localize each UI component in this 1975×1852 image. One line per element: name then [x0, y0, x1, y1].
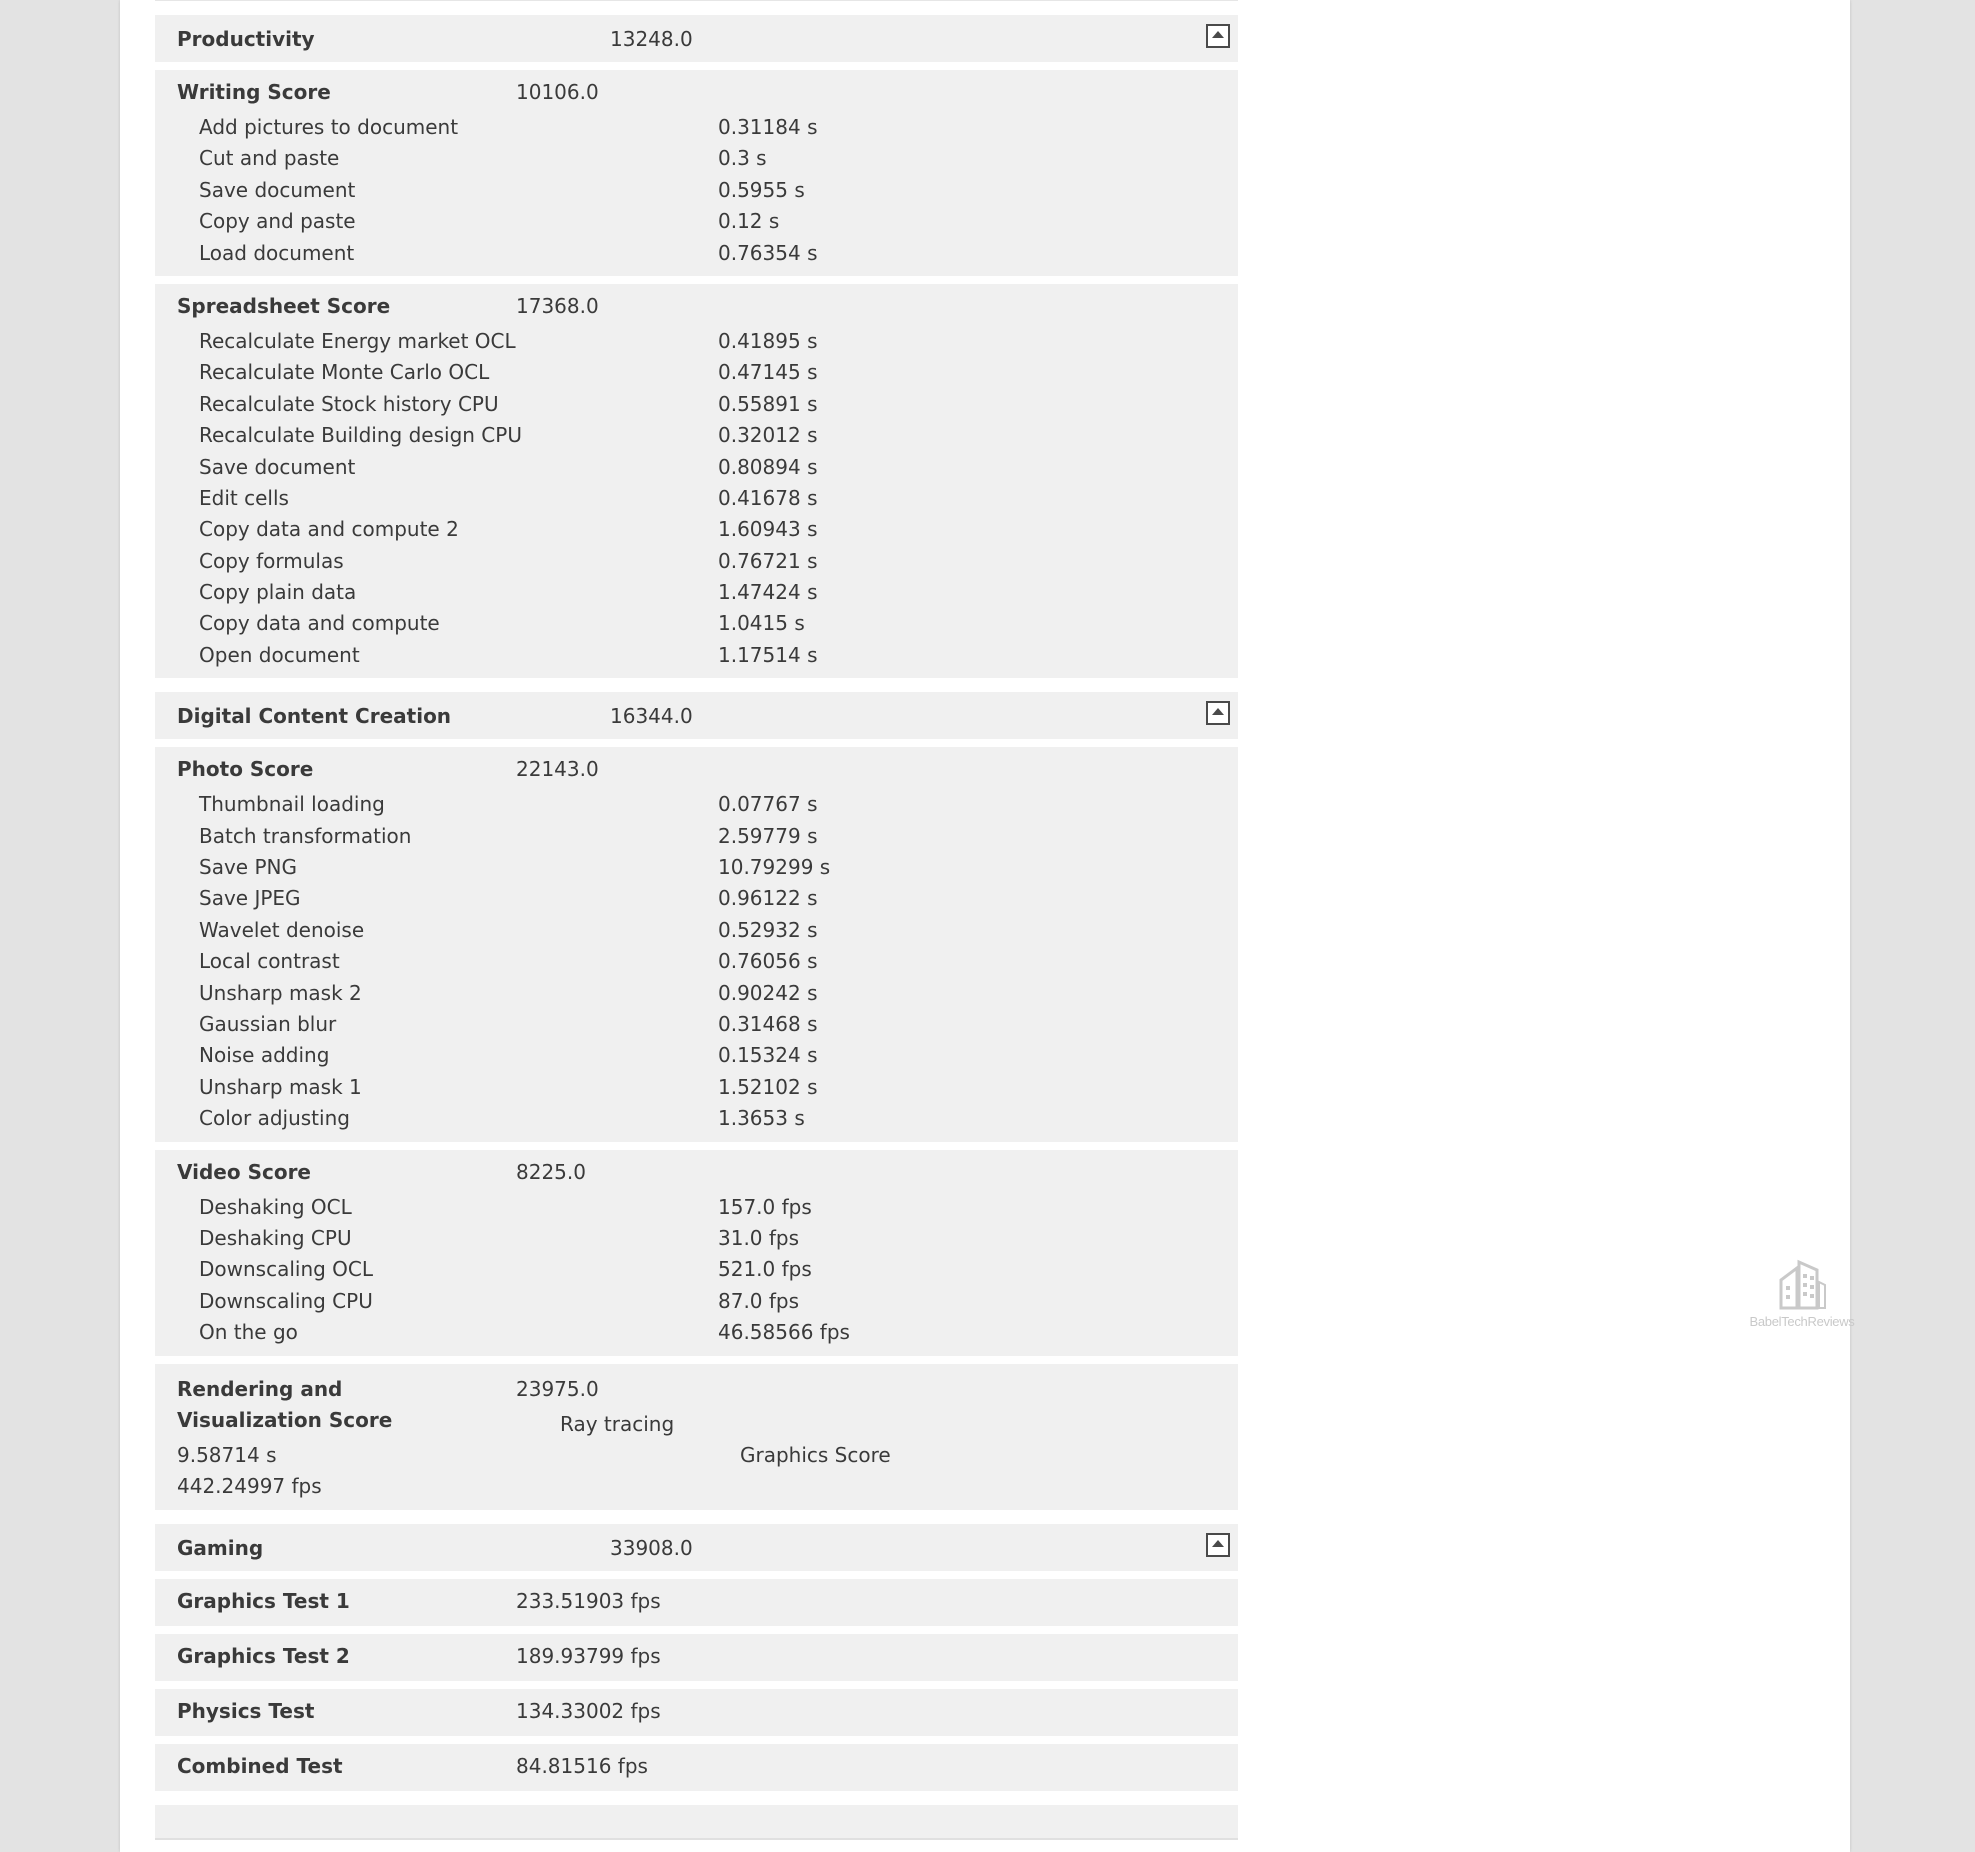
- result-row: [155, 607, 1238, 638]
- building-logo-icon: [1777, 1258, 1827, 1310]
- row-label: Copy plain data: [199, 580, 357, 605]
- subscore-name: Writing Score: [177, 80, 331, 104]
- row-value: 87.0 fps: [718, 1288, 800, 1313]
- row-value: 1.47424 s: [718, 580, 818, 605]
- result-row: [155, 1008, 1238, 1039]
- row-value: 0.5955 s: [718, 177, 805, 202]
- row-value: 157.0 fps: [718, 1194, 812, 1219]
- result-row: [155, 545, 1238, 576]
- row-value: 1.52102 s: [718, 1074, 818, 1099]
- result-rows: [155, 325, 1238, 670]
- row-value: 1.17514 s: [718, 642, 818, 667]
- row-value: 46.58566 fps: [718, 1320, 850, 1345]
- row-label: Downscaling OCL: [199, 1257, 374, 1282]
- test-value: 9.58714 s: [177, 1442, 277, 1467]
- row-value: 1.60943 s: [718, 517, 818, 542]
- row-value: 0.76056 s: [718, 949, 818, 974]
- row-value: 0.32012 s: [718, 423, 818, 448]
- category-header-productivity: [155, 15, 1238, 62]
- row-value: 521.0 fps: [718, 1257, 812, 1282]
- result-row: [155, 977, 1238, 1008]
- row-label: Copy data and compute 2: [199, 517, 459, 542]
- row-label: Downscaling CPU: [199, 1288, 373, 1313]
- row-value: 0.55891 s: [718, 391, 818, 416]
- footer-bar: [155, 1805, 1238, 1840]
- row-value: 10.79299 s: [718, 855, 831, 880]
- result-row: [155, 174, 1238, 205]
- watermark-text: BabelTechReviews: [1749, 1314, 1855, 1329]
- test-value: 134.33002 fps: [516, 1698, 661, 1723]
- row-label: On the go: [199, 1320, 298, 1345]
- result-rows: [155, 111, 1238, 268]
- subscore-value: 23975.0: [516, 1376, 599, 1401]
- row-value: 31.0 fps: [718, 1225, 800, 1250]
- result-row: [155, 388, 1238, 419]
- collapse-up-icon[interactable]: [1206, 701, 1230, 725]
- test-value: 233.51903 fps: [516, 1588, 661, 1613]
- category-score: 16344.0: [610, 704, 693, 729]
- row-label: Deshaking OCL: [199, 1194, 352, 1219]
- row-label: Copy and paste: [199, 209, 356, 234]
- row-label: Color adjusting: [199, 1106, 350, 1131]
- test-name: Graphics Test 1: [177, 1588, 350, 1613]
- result-row: [155, 205, 1238, 236]
- subscore-writing: [155, 70, 1238, 276]
- row-value: 0.96122 s: [718, 886, 818, 911]
- result-row: [155, 1285, 1238, 1316]
- results-panel: [155, 0, 1238, 1840]
- subscore-photo: [155, 747, 1238, 1141]
- subscore-value: 8225.0: [516, 1159, 586, 1184]
- collapse-up-icon[interactable]: [1206, 24, 1230, 48]
- row-label: Edit cells: [199, 485, 289, 510]
- subscore-name: Photo Score: [177, 757, 314, 782]
- gaming-test-row: [155, 1579, 1238, 1626]
- gaming-test-row: [155, 1634, 1238, 1681]
- subscore-video: [155, 1150, 1238, 1356]
- category-score: 33908.0: [610, 1535, 693, 1560]
- row-label: Noise adding: [199, 1043, 330, 1068]
- page: [120, 0, 1855, 1852]
- row-label: Save document: [199, 177, 356, 202]
- subscore-value: 17368.0: [516, 293, 599, 318]
- result-row: [155, 356, 1238, 387]
- row-value: 0.12 s: [718, 209, 780, 234]
- row-label: Load document: [199, 240, 355, 265]
- result-row: [155, 482, 1238, 513]
- result-rows: [155, 1191, 1238, 1348]
- row-value: 0.15324 s: [718, 1043, 818, 1068]
- result-row: [155, 1253, 1238, 1284]
- row-label: Recalculate Stock history CPU: [199, 391, 499, 416]
- result-row: [155, 788, 1238, 819]
- subscore-name: Spreadsheet Score: [177, 293, 391, 318]
- result-row: [155, 237, 1238, 268]
- row-value: 0.47145 s: [718, 360, 818, 385]
- result-row: [155, 111, 1238, 142]
- result-row: [155, 1316, 1238, 1347]
- row-label: Save document: [199, 454, 356, 479]
- row-value: 0.41895 s: [718, 328, 818, 353]
- result-row: [155, 1222, 1238, 1253]
- result-row: [155, 639, 1238, 670]
- result-row: [155, 325, 1238, 356]
- result-row: [155, 1039, 1238, 1070]
- row-value: 0.52932 s: [718, 917, 818, 942]
- subscore-rendering-visualization: [155, 1364, 1238, 1510]
- test-value: 84.81516 fps: [516, 1753, 648, 1778]
- row-label: Save JPEG: [199, 886, 301, 911]
- result-row: [155, 1191, 1238, 1222]
- row-value: 2.59779 s: [718, 823, 818, 848]
- row-label: Unsharp mask 2: [199, 980, 362, 1005]
- category-header-gaming: [155, 1524, 1238, 1571]
- row-label: Copy data and compute: [199, 611, 440, 636]
- test-value: 189.93799 fps: [516, 1643, 661, 1668]
- result-rows: [155, 788, 1238, 1133]
- row-label: Deshaking CPU: [199, 1225, 352, 1250]
- subscore-name: Video Score: [177, 1159, 311, 1184]
- result-row: [155, 142, 1238, 173]
- row-value: 0.41678 s: [718, 485, 818, 510]
- result-row: [155, 945, 1238, 976]
- result-row: [155, 419, 1238, 450]
- category-name: Digital Content Creation: [177, 704, 452, 729]
- row-value: 0.76354 s: [718, 240, 818, 265]
- category-score: 13248.0: [610, 27, 693, 51]
- row-value: 0.80894 s: [718, 454, 818, 479]
- row-label: Add pictures to document: [199, 115, 459, 139]
- row-label: Wavelet denoise: [199, 917, 365, 942]
- row-label: Save PNG: [199, 855, 297, 880]
- test-label-ray-tracing: Ray tracing: [560, 1411, 675, 1436]
- category-name: Productivity: [177, 27, 315, 51]
- row-label: Recalculate Monte Carlo OCL: [199, 360, 490, 385]
- test-label-graphics-score: Graphics Score: [740, 1442, 891, 1467]
- row-label: Local contrast: [199, 949, 340, 974]
- test-value: 442.24997 fps: [177, 1473, 322, 1498]
- result-row: [155, 513, 1238, 544]
- result-row: [155, 882, 1238, 913]
- result-row: [155, 1102, 1238, 1133]
- row-value: 1.3653 s: [718, 1106, 805, 1131]
- row-label: Recalculate Building design CPU: [199, 423, 522, 448]
- subscore-value: 22143.0: [516, 757, 599, 782]
- gaming-test-row: [155, 1689, 1238, 1736]
- result-row: [155, 1071, 1238, 1102]
- test-name: Physics Test: [177, 1698, 315, 1723]
- row-value: 0.31184 s: [718, 115, 818, 139]
- row-label: Gaussian blur: [199, 1011, 337, 1036]
- test-name: Combined Test: [177, 1753, 343, 1778]
- row-value: 0.90242 s: [718, 980, 818, 1005]
- subscore-value: 10106.0: [516, 80, 599, 104]
- row-value: 0.31468 s: [718, 1011, 818, 1036]
- top-divider: [155, 0, 1238, 1]
- subscore-spreadsheet: [155, 284, 1238, 678]
- row-label: Recalculate Energy market OCL: [199, 328, 516, 353]
- category-header-digital-content-creation: [155, 692, 1238, 739]
- row-value: 0.76721 s: [718, 548, 818, 573]
- row-label: Copy formulas: [199, 548, 344, 573]
- test-name: Graphics Test 2: [177, 1643, 350, 1668]
- row-label: Thumbnail loading: [199, 792, 385, 817]
- row-value: 1.0415 s: [718, 611, 805, 636]
- row-label: Batch transformation: [199, 823, 412, 848]
- result-row: [155, 576, 1238, 607]
- row-value: 0.07767 s: [718, 792, 818, 817]
- result-row: [155, 820, 1238, 851]
- collapse-up-icon[interactable]: [1206, 1533, 1230, 1557]
- watermark: [1742, 1258, 1862, 1329]
- row-label: Cut and paste: [199, 146, 340, 171]
- subscore-name: Rendering and Visualization Score: [177, 1376, 393, 1432]
- row-label: Unsharp mask 1: [199, 1074, 362, 1099]
- row-value: 0.3 s: [718, 146, 767, 171]
- gaming-test-row: [155, 1744, 1238, 1791]
- result-row: [155, 451, 1238, 482]
- row-label: Open document: [199, 642, 360, 667]
- result-row: [155, 851, 1238, 882]
- category-name: Gaming: [177, 1535, 264, 1560]
- result-row: [155, 914, 1238, 945]
